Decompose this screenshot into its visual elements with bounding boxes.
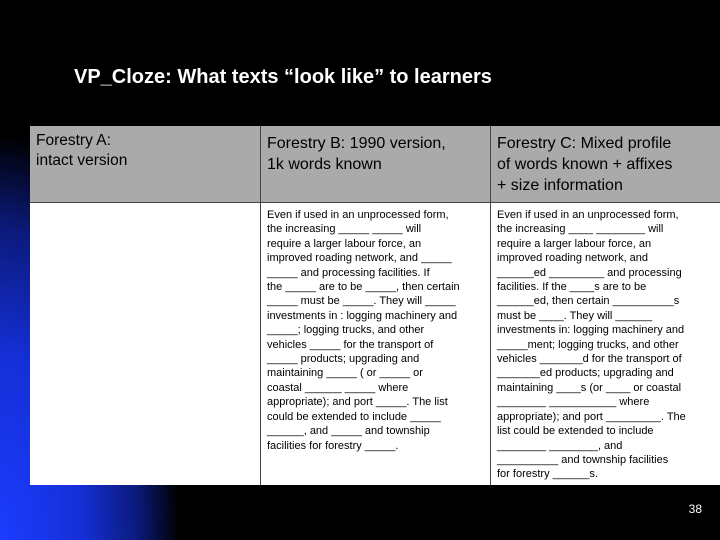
table-header-divider [30, 202, 720, 203]
slide-page-number: 38 [688, 502, 702, 516]
header-forestry-c: Forestry C: Mixed profile of words known + affixes + size information [490, 126, 720, 202]
cell-forestry-b: Even if used in an unprocessed form, the increasing _____ _____ will require a larger labour force, an improved roading network, and _____ _____ and processing facilities. If the _____ are to be _____, then certain _____ must be _____. They will _____ investments in : logging machinery and _____; logging trucks, and other vehicles _____ for the transport of _____ products; upgrading and maintaining _____ ( or _____ or coastal ______ _____ where appropriate); and port _____. The list could be extended to include _____ ______, and _____ and township facilities for forestry _____. [267, 209, 460, 452]
cell-forestry-c: Even if used in an unprocessed form, the increasing ____ ________ will require a larger labour force, an improved roading network, and ______ed _________ and processing facilities. If the ____s are to be ______ed, then certain __________s must be ____. They will ______ investments in: logging machinery and _____ment; logging trucks, and other vehicles _______d for the transport of _______ed products; upgrading and maintaining ____s (or ____ or coastal ________ ___________ where appropriate); and port _________. The list could be extended to include ________ ________, and __________ and township facilities for forestry ______s. [497, 209, 686, 481]
header-forestry-a: Forestry A: intact version [30, 126, 260, 202]
header-forestry-b: Forestry B: 1990 version, 1k words known [260, 126, 490, 202]
table-column-divider [260, 126, 261, 485]
table-column-divider [490, 126, 491, 485]
slide-title: VP_Cloze: What texts “look like” to learners [74, 66, 492, 88]
comparison-table [30, 126, 720, 485]
